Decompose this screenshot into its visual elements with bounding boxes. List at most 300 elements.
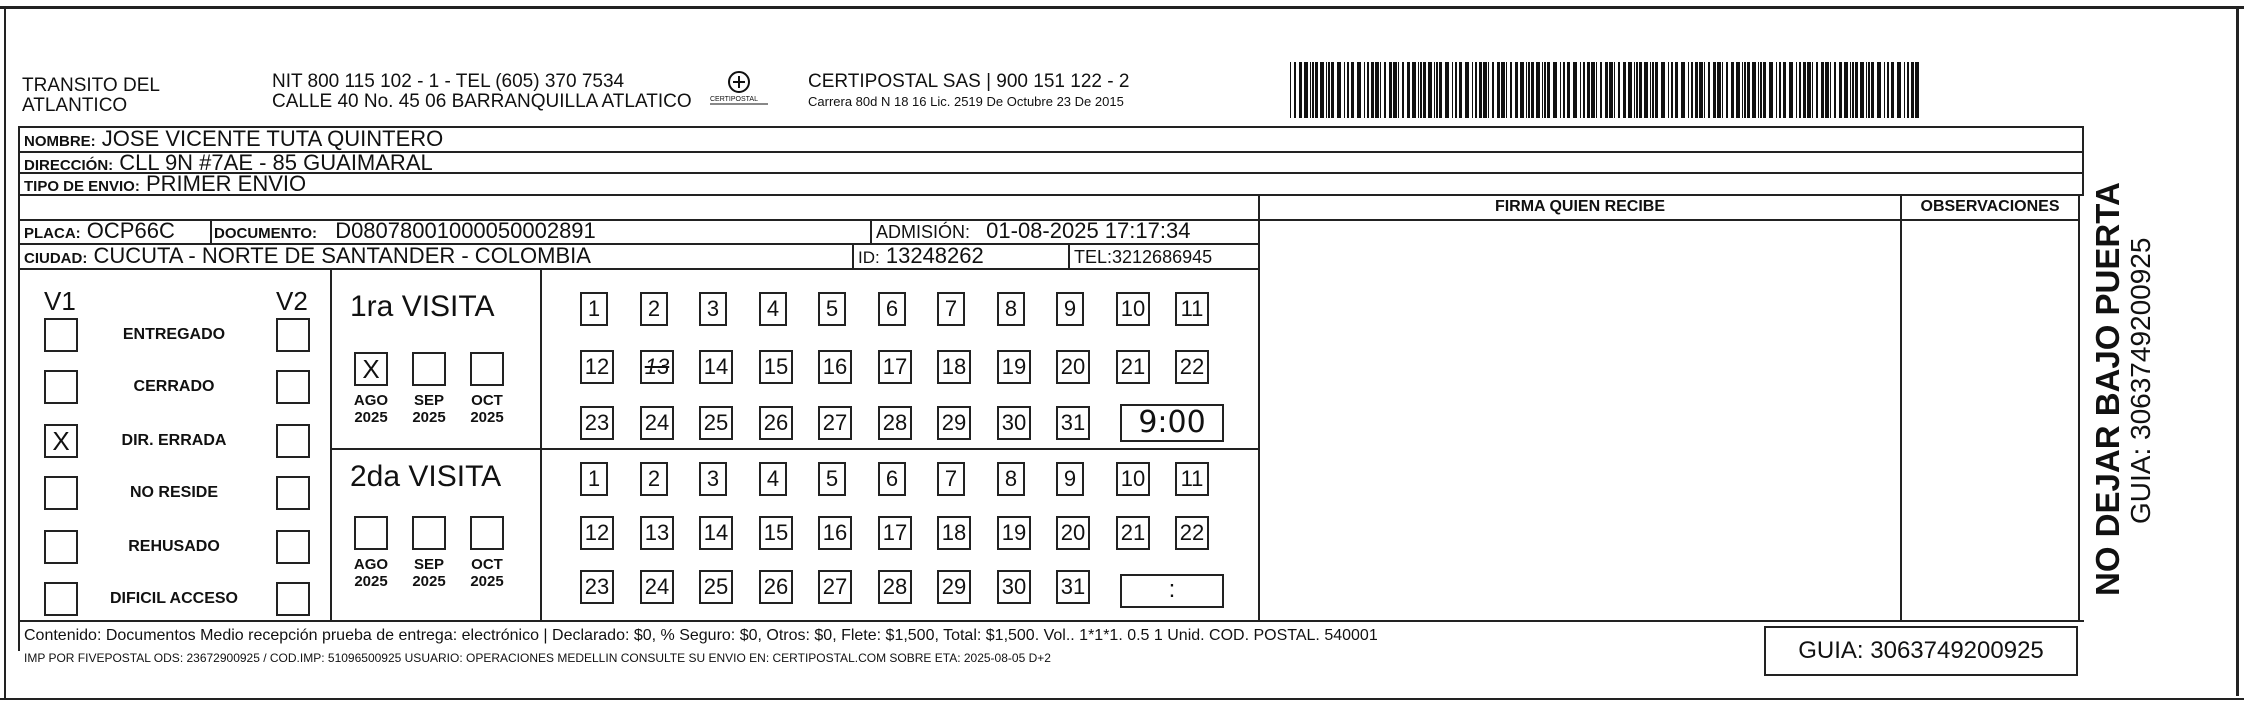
visit2-day-box[interactable]: 12 (580, 516, 614, 550)
barcode-bar (1907, 62, 1909, 118)
visit2-day-box[interactable]: 23 (580, 570, 614, 604)
visit2-day-box[interactable]: 13 (640, 516, 674, 550)
observaciones-label: OBSERVACIONES (1920, 198, 2060, 215)
ciudad-label: CIUDAD: (24, 250, 88, 267)
barcode-bar (1661, 62, 1665, 118)
nit-line1: NIT 800 115 102 - 1 - TEL (605) 370 7534 (272, 71, 625, 92)
barcode-bar (1294, 62, 1296, 118)
barcode-bar (1704, 62, 1705, 118)
barcode-bar (1459, 62, 1462, 118)
barcode-bar (1304, 62, 1308, 118)
right-border (2236, 6, 2239, 696)
barcode-bar (1852, 62, 1854, 118)
visit1-month-year: 2025 (354, 409, 388, 426)
visit1-day-box[interactable]: 10 (1116, 292, 1150, 326)
visit1-day-box[interactable]: 26 (759, 406, 793, 440)
barcode-bar (1367, 62, 1369, 118)
visit2-month-label (463, 556, 511, 590)
visit2-day-box[interactable]: 27 (818, 570, 852, 604)
firma-left-line (1258, 194, 1260, 621)
barcode-bar (1536, 62, 1540, 118)
visit2-month-name: OCT (471, 556, 503, 573)
barcode-bar (1821, 62, 1824, 118)
v2-checkbox[interactable] (276, 582, 310, 616)
barcode-bar (1776, 62, 1777, 118)
barcode-bar (1483, 62, 1487, 118)
tel-label: TEL: (1074, 247, 1113, 267)
visit2-month-name: AGO (353, 556, 389, 573)
visit2-day-box[interactable]: 21 (1116, 516, 1150, 550)
barcode-bar (1299, 62, 1302, 118)
guia-box-right (2076, 626, 2078, 676)
id-divider (852, 243, 854, 268)
visit2-day-box[interactable]: 20 (1056, 516, 1090, 550)
barcode-bar (1839, 62, 1842, 118)
visit2-day-box[interactable]: 2 (640, 462, 668, 496)
table-left (18, 126, 20, 651)
v1-checkbox[interactable] (44, 370, 78, 404)
visit2-day-box[interactable]: 17 (878, 516, 912, 550)
company-line1: CERTIPOSTAL SAS | 900 151 122 - 2 (808, 71, 1130, 92)
barcode-bar (1544, 62, 1546, 118)
visit1-day-box[interactable]: 4 (759, 292, 787, 326)
barcode-bar (1465, 62, 1469, 118)
barcode-bar (1479, 62, 1482, 118)
v2-checkbox[interactable] (276, 530, 310, 564)
visit1-month-checkbox[interactable] (412, 352, 446, 386)
visit1-month-name: AGO (353, 392, 389, 409)
admision-label: ADMISIÓN: (876, 222, 971, 242)
v1-checkbox[interactable] (44, 476, 78, 510)
visit1-day-box[interactable]: 9 (1056, 292, 1084, 326)
direccion-label: DIRECCIÓN: (24, 157, 114, 174)
tel-cell (1074, 246, 1212, 268)
barcode-bar (1816, 62, 1818, 118)
barcode-bar (1497, 62, 1500, 118)
barcode-bar (1526, 62, 1527, 118)
barcode-bar (1636, 62, 1638, 118)
visit2-month-name: SEP (413, 556, 444, 573)
barcode-bar (1681, 62, 1685, 118)
barcode-bar (1717, 62, 1721, 118)
status-label: REHUSADO (128, 538, 220, 555)
barcode-bar (1320, 62, 1324, 118)
v2-checkbox[interactable] (276, 318, 310, 352)
barcode-bar (1583, 62, 1585, 118)
visit2-day-box[interactable]: 29 (937, 570, 971, 604)
visit2-title: 2da VISITA (350, 460, 502, 493)
obs-right-line (2078, 194, 2080, 621)
admision-value: 01-08-2025 17:17:34 (986, 218, 1191, 243)
obs-left-line (1900, 194, 1902, 621)
nombre-value: JOSE VICENTE TUTA QUINTERO (101, 126, 444, 151)
barcode-bar (1699, 62, 1703, 118)
tel-divider (1068, 243, 1070, 268)
barcode-bar (1393, 62, 1397, 118)
barcode-bar (1439, 62, 1442, 118)
barcode-bar (1713, 62, 1716, 118)
barcode-bar (1475, 62, 1477, 118)
ciudad-cell (24, 245, 591, 270)
visit1-day-box[interactable]: 3 (699, 292, 727, 326)
imp-text: IMP POR FIVEPOSTAL ODS: 23672900925 / COD.IMP: 51096500925 USUARIO: OPERACIONES MEDELLIN CONSULTE SU ENVIO EN: CERTIPOSTAL.COM SOBRE ETA: 2025-08-05 D+2 (24, 651, 1051, 665)
barcode-bar (1644, 62, 1648, 118)
visit1-day-box[interactable]: 30 (997, 406, 1031, 440)
barcode-bar (1436, 62, 1438, 118)
top-border (0, 6, 2244, 9)
barcode-bar (1326, 62, 1327, 118)
barcode-bar (1492, 62, 1494, 118)
visit1-month-year: 2025 (412, 409, 446, 426)
visit1-day-box[interactable]: 5 (818, 292, 846, 326)
barcode-bar (1364, 62, 1365, 118)
barcode-bar (1618, 62, 1620, 118)
visit1-time-box[interactable]: 9:00 (1120, 404, 1224, 442)
visit2-day-box[interactable]: 3 (699, 462, 727, 496)
v2-label: V2 (276, 286, 308, 316)
visit1-day-box[interactable]: 14 (699, 350, 733, 384)
visit2-day-box[interactable]: 4 (759, 462, 787, 496)
barcode-bar (1877, 62, 1881, 118)
barcode-bar (1528, 62, 1530, 118)
certipostal-logo-icon (706, 66, 772, 112)
org-line1: TRANSITO DEL (22, 75, 160, 96)
barcode-bar (1567, 62, 1570, 118)
visit2-month-year: 2025 (354, 573, 388, 590)
barcode-bar (1310, 62, 1311, 118)
barcode-bar (1634, 62, 1635, 118)
visit1-day-box[interactable]: 28 (878, 406, 912, 440)
visit1-day-box[interactable]: 8 (997, 292, 1025, 326)
visit1-day-box[interactable]: 19 (997, 350, 1031, 384)
visit1-day-box[interactable]: 27 (818, 406, 852, 440)
visit1-day-box[interactable]: 25 (699, 406, 733, 440)
visit1-month-checkbox[interactable]: X (354, 352, 388, 386)
ciudad-value: CUCUTA - NORTE DE SANTANDER - COLOMBIA (93, 243, 591, 268)
barcode-bar (1736, 62, 1740, 118)
barcode-bar (1760, 62, 1762, 118)
barcode-bar (1315, 62, 1318, 118)
visit1-month-name: SEP (413, 392, 444, 409)
barcode-bar (1891, 62, 1894, 118)
visit1-day-box[interactable]: 16 (818, 350, 852, 384)
barcode-bar (1553, 62, 1557, 118)
barcode-bar (1380, 62, 1381, 118)
visit2-day-box[interactable]: 30 (997, 570, 1031, 604)
status-label: DIFICIL ACCESO (109, 590, 238, 607)
visit1-title: 1ra VISITA (350, 290, 495, 323)
visit2-day-box[interactable]: 7 (937, 462, 965, 496)
guia-box-top (1764, 626, 2078, 628)
barcode-bar (1807, 62, 1811, 118)
visit1-day-box[interactable]: 11 (1175, 292, 1209, 326)
visit1-day-box[interactable]: 24 (640, 406, 674, 440)
barcode-bar (1887, 62, 1889, 118)
guia-side-text: GUIA: 3063749200925 (2125, 237, 2156, 524)
tipo-row (24, 173, 306, 198)
v1-label: V1 (44, 286, 76, 316)
company-line2: Carrera 80d N 18 16 Lic. 2519 De Octubre 23 De 2015 (808, 94, 1124, 109)
barcode-bar (1412, 62, 1416, 118)
barcode-bar (1547, 62, 1550, 118)
barcode-bar (1834, 62, 1836, 118)
table-right-top (2082, 126, 2084, 196)
barcode-bar (1904, 62, 1905, 118)
visit1-day-box[interactable]: 12 (580, 350, 614, 384)
barcode-bar (1628, 62, 1632, 118)
barcode-bar (1357, 62, 1361, 118)
visit2-month-label (405, 556, 453, 590)
placa-label: PLACA: (24, 225, 81, 242)
visit1-day-box[interactable]: 6 (878, 292, 906, 326)
barcode-bar (1830, 62, 1831, 118)
barcode-bar (1510, 62, 1512, 118)
visit2-day-box[interactable]: 8 (997, 462, 1025, 496)
visit2-day-box[interactable]: 28 (878, 570, 912, 604)
visit1-day-box[interactable]: 17 (878, 350, 912, 384)
barcode-bar (1501, 62, 1505, 118)
firma-label: FIRMA QUIEN RECIBE (1494, 198, 1666, 215)
barcode-bar (1328, 62, 1330, 118)
status-label: ENTREGADO (122, 326, 226, 343)
visit2-day-box[interactable]: 31 (1056, 570, 1090, 604)
visit2-month-year: 2025 (412, 573, 446, 590)
barcode-bar (1384, 62, 1386, 118)
v2-checkbox[interactable] (276, 370, 310, 404)
v1-checkbox[interactable]: X (44, 424, 78, 458)
barcode-bar (1722, 62, 1723, 118)
visit1-month-label (405, 392, 453, 426)
barcode-bar (1587, 62, 1590, 118)
visit2-day-box[interactable]: 16 (818, 516, 852, 550)
barcode-bar (1344, 62, 1345, 118)
barcode-bar (1609, 62, 1613, 118)
tel-value: 3212686945 (1112, 247, 1213, 267)
barcode-bar (1515, 62, 1518, 118)
status-label: DIR. ERRADA (121, 432, 227, 449)
contenido-text: Contenido: Documentos Medio recepción prueba de entrega: electrónico | Declarado: $0, % Seguro: $0, Otros: $0, Flete: $1,500, Total: $1,500. Vol.. 1*1*1. 0.5 1 Unid. COD. POSTAL. 540001 (24, 627, 1378, 644)
documento-label: DOCUMENTO: (214, 225, 318, 242)
v2-checkbox[interactable] (276, 424, 310, 458)
tipo-value: PRIMER ENVIO (145, 171, 307, 196)
visit1-month-label (347, 392, 395, 426)
barcode-bar (1752, 62, 1756, 118)
org-line2: ATLANTICO (22, 95, 128, 116)
barcode-bar (1560, 62, 1561, 118)
visit-divider (330, 448, 1258, 450)
barcode-bar (1789, 62, 1793, 118)
barcode-bar (1695, 62, 1698, 118)
barcode-bar (1596, 62, 1597, 118)
barcode-bar (1402, 62, 1404, 118)
admision-divider (870, 219, 872, 243)
barcode-bar (1351, 62, 1354, 118)
visit2-day-box[interactable]: 1 (580, 462, 608, 496)
barcode-bar (1844, 62, 1848, 118)
barcode-bar (1747, 62, 1750, 118)
barcode-bar (1331, 62, 1334, 118)
visit2-day-box[interactable]: 15 (759, 516, 793, 550)
barcode-bar (1866, 62, 1867, 118)
barcode-bar (1520, 62, 1524, 118)
visit2-month-checkbox[interactable] (470, 516, 504, 550)
footer-top-line (18, 620, 2084, 622)
barcode-bar (1675, 62, 1678, 118)
v2-checkbox[interactable] (276, 476, 310, 510)
visit2-day-box[interactable]: 18 (937, 516, 971, 550)
visit1-day-box[interactable]: 1 (580, 292, 608, 326)
barcode-bar (1563, 62, 1565, 118)
barcode-bar (1803, 62, 1806, 118)
visit2-day-box[interactable]: 10 (1116, 462, 1150, 496)
status-label: NO RESIDE (129, 484, 218, 501)
barcode-bar (1531, 62, 1534, 118)
barcode-bar (1671, 62, 1673, 118)
barcode-bar (1375, 62, 1379, 118)
barcode-bar (1855, 62, 1858, 118)
barcode-bar (1779, 62, 1781, 118)
no-dejar-text: NO DEJAR BAJO PUERTA (2089, 182, 2126, 596)
barcode-bar (1614, 62, 1615, 118)
barcode-bar (1744, 62, 1746, 118)
visit2-day-box[interactable]: 22 (1175, 516, 1209, 550)
barcode-bar (1472, 62, 1473, 118)
bottom-border (0, 698, 2244, 700)
visit2-day-box[interactable]: 25 (699, 570, 733, 604)
placa-divider (210, 219, 212, 243)
barcode-bar (1428, 62, 1432, 118)
visit1-day-box[interactable]: 22 (1175, 350, 1209, 384)
barcode-bar (1650, 62, 1651, 118)
barcode-bar (1726, 62, 1728, 118)
barcode-bar (1799, 62, 1801, 118)
company-block (808, 72, 1129, 109)
visit1-day-box[interactable]: 21 (1116, 350, 1150, 384)
barcode-bar (1860, 62, 1864, 118)
id-label: ID: (858, 248, 880, 267)
v1-checkbox[interactable] (44, 530, 78, 564)
placa-value: OCP66C (86, 218, 175, 243)
v1-checkbox[interactable] (44, 582, 78, 616)
barcode-bar (1868, 62, 1870, 118)
logo-text: CERTIPOSTAL (710, 96, 758, 103)
visit1-day-box[interactable]: 13 (640, 350, 674, 384)
barcode-bar (1655, 62, 1658, 118)
visit2-day-box[interactable]: 6 (878, 462, 906, 496)
barcode-bar (1580, 62, 1581, 118)
barcode-bar (1506, 62, 1507, 118)
visit2-day-box[interactable]: 11 (1175, 462, 1209, 496)
firma-header-line (1258, 219, 2080, 221)
barcode-bar (1897, 62, 1901, 118)
visit2-day-box[interactable]: 24 (640, 570, 674, 604)
barcode-bar (1371, 62, 1374, 118)
nombre-label: NOMBRE: (24, 133, 96, 150)
visit1-day-box[interactable]: 31 (1056, 406, 1090, 440)
barcode-bar (1420, 62, 1422, 118)
visit2-month-year: 2025 (470, 573, 504, 590)
barcode-bar (1488, 62, 1489, 118)
id-value: 13248262 (885, 243, 984, 268)
barcode-bar (1911, 62, 1914, 118)
visit1-day-box[interactable]: 20 (1056, 350, 1090, 384)
barcode-bar (1455, 62, 1457, 118)
barcode-bar (1758, 62, 1759, 118)
v1-checkbox[interactable] (44, 318, 78, 352)
visit2-month-label (347, 556, 395, 590)
barcode-bar (1591, 62, 1595, 118)
barcode-bar (1825, 62, 1829, 118)
barcode-bar (1542, 62, 1543, 118)
barcode-bar (1812, 62, 1813, 118)
barcode-icon (1290, 62, 1926, 118)
status-divider (330, 268, 332, 621)
barcode-bar (1407, 62, 1410, 118)
visit1-day-box[interactable]: 29 (937, 406, 971, 440)
barcode-bar (1290, 62, 1291, 118)
direccion-value: CLL 9N #7AE - 85 GUAIMARAL (119, 150, 433, 175)
barcode-bar (1389, 62, 1392, 118)
visit1-day-box[interactable]: 2 (640, 292, 668, 326)
visit1-day-box[interactable]: 7 (937, 292, 965, 326)
status-label: CERRADO (133, 378, 215, 395)
barcode-bar (1445, 62, 1449, 118)
barcode-bar (1398, 62, 1399, 118)
nit-block (272, 72, 692, 112)
barcode-bar (1742, 62, 1743, 118)
barcode-bar (1600, 62, 1602, 118)
documento-value: D08078001000050002891 (335, 218, 596, 243)
barcode-bar (1708, 62, 1710, 118)
visit2-time-box[interactable]: : (1120, 574, 1224, 608)
visit2-day-box[interactable]: 14 (699, 516, 733, 550)
documento-cell (214, 220, 596, 245)
visit2-month-checkbox[interactable] (412, 516, 446, 550)
visit1-day-box[interactable]: 23 (580, 406, 614, 440)
guia-box-bottom (1764, 674, 2078, 676)
barcode-bar (1418, 62, 1419, 118)
visit2-day-box[interactable]: 5 (818, 462, 846, 496)
visit2-day-box[interactable]: 26 (759, 570, 793, 604)
visit1-day-box[interactable]: 15 (759, 350, 793, 384)
barcode-bar (1605, 62, 1608, 118)
barcode-bar (1731, 62, 1734, 118)
visit1-month-year: 2025 (470, 409, 504, 426)
visit1-month-checkbox[interactable] (470, 352, 504, 386)
barcode-bar (1452, 62, 1453, 118)
visit1-day-box[interactable]: 18 (937, 350, 971, 384)
visit2-day-box[interactable]: 9 (1056, 462, 1084, 496)
barcode-bar (1337, 62, 1341, 118)
visit2-day-box[interactable]: 19 (997, 516, 1031, 550)
visit1-month-name: OCT (471, 392, 503, 409)
barcode-bar (1434, 62, 1435, 118)
barcode-bar (1347, 62, 1349, 118)
barcode-bar (1769, 62, 1773, 118)
barcode-bar (1423, 62, 1426, 118)
barcode-bar (1796, 62, 1797, 118)
barcode-bar (1668, 62, 1669, 118)
barcode-bar (1850, 62, 1851, 118)
months-divider (540, 268, 542, 621)
barcode-bar (1763, 62, 1766, 118)
org-name (22, 76, 160, 116)
visit2-month-checkbox[interactable] (354, 516, 388, 550)
tipo-label: TIPO DE ENVIO: (24, 178, 140, 195)
barcode-bar (1871, 62, 1874, 118)
placa-cell (24, 220, 175, 245)
visit1-month-label (463, 392, 511, 426)
